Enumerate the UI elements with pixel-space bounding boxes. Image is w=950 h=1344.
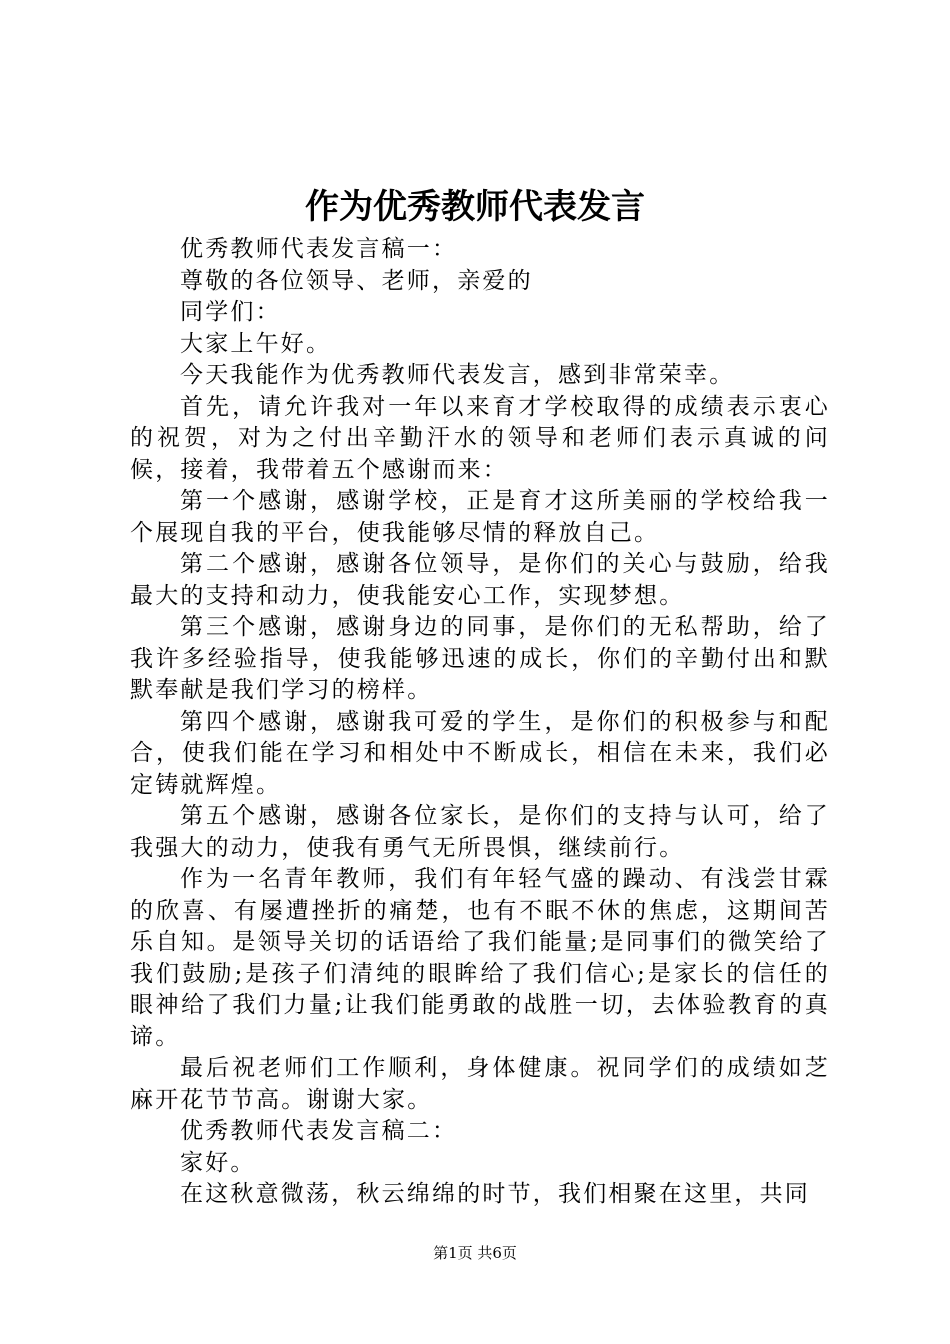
paragraph: 家好。 (180, 1149, 256, 1176)
paragraph: 第五个感谢，感谢各位家长，是你们的支持与认可，给了我强大的动力，使我有勇气无所畏惧，继续前行。 (130, 803, 830, 861)
document-body (130, 234, 830, 1211)
paragraph: 尊敬的各位领导、老师，亲爱的 (180, 267, 533, 294)
paragraph: 优秀教师代表发言稿二： (180, 1118, 458, 1144)
paragraph: 大家上午好。 (180, 330, 332, 357)
paragraph: 首先，请允许我对一年以来育才学校取得的成绩表示衷心的祝贺，对为之付出辛勤汗水的领导和老师们表示真诚的问候，接着，我带着五个感谢而来： (130, 393, 830, 483)
paragraph: 第四个感谢，感谢我可爱的学生，是你们的积极参与和配合，使我们能在学习和相处中不断成长，相信在未来，我们必定铸就辉煌。 (130, 708, 830, 798)
page-footer: 第1页 共6页 (433, 1244, 517, 1262)
paragraph: 同学们： (180, 299, 281, 325)
paragraph: 第一个感谢，感谢学校，正是育才这所美丽的学校给我一个展现自我的平台，使我能够尽情的释放自己。 (130, 488, 830, 546)
paragraph: 作为一名青年教师，我们有年轻气盛的躁动、有浅尝甘霖的欣喜、有屡遭挫折的痛楚，也有不眠不休的焦虑，这期间苦乐自知。是领导关切的话语给了我们能量;是同事们的微笑给了我们鼓励;是孩子们清纯的眼眸给了我们信心;是家长的信任的眼神给了我们力量;让我们能勇敢的战胜一切，去体验教育的真谛。 (130, 866, 830, 1050)
paragraph: 第三个感谢，感谢身边的同事，是你们的无私帮助，给了我许多经验指导，使我能够迅速的成长，你们的辛勤付出和默默奉献是我们学习的榜样。 (130, 614, 830, 703)
paragraph: 第二个感谢，感谢各位领导，是你们的关心与鼓励，给我最大的支持和动力，使我能安心工作，实现梦想。 (130, 551, 830, 609)
paragraph: 在这秋意微荡，秋云绵绵的时节，我们相聚在这里，共同 (180, 1181, 810, 1207)
paragraph: 优秀教师代表发言稿一： (180, 236, 458, 262)
paragraph: 最后祝老师们工作顺利，身体健康。祝同学们的成绩如芝麻开花节节高。谢谢大家。 (130, 1055, 830, 1113)
paragraph: 今天我能作为优秀教师代表发言，感到非常荣幸。 (180, 362, 735, 388)
document-title: 作为优秀教师代表发言 (305, 187, 645, 227)
